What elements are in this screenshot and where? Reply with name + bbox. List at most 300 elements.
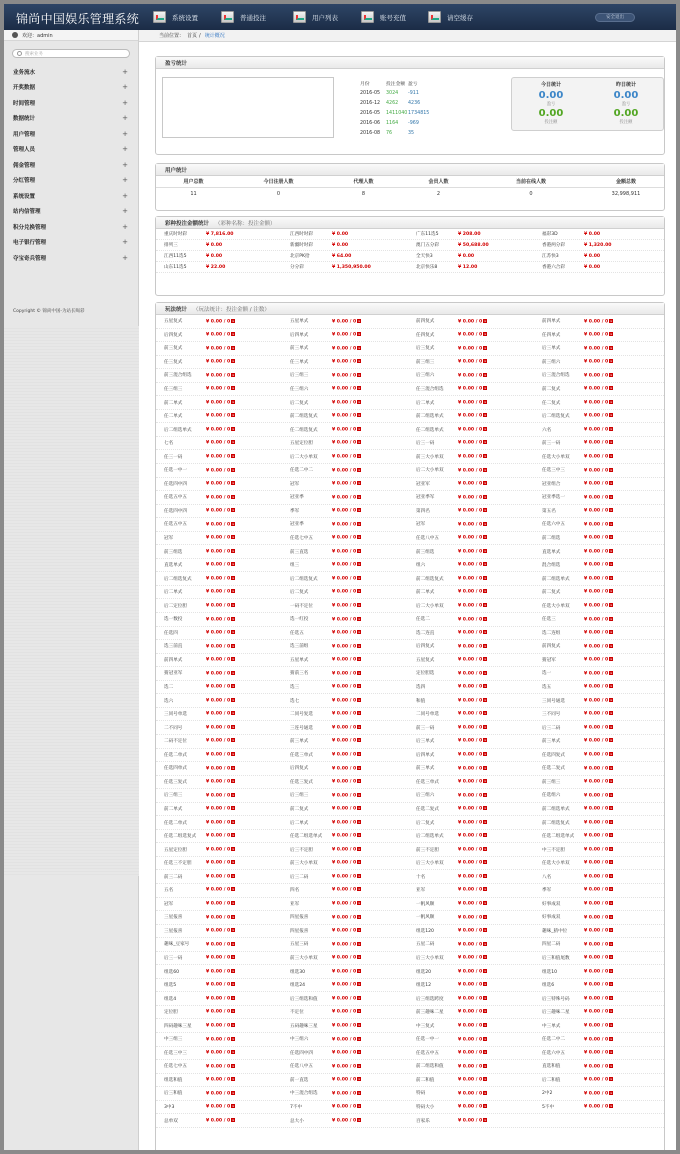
sidebar-item[interactable]	[4, 126, 138, 142]
delete-icon[interactable]: ×	[231, 318, 235, 323]
delete-icon[interactable]: ×	[483, 846, 487, 851]
delete-icon[interactable]: ×	[609, 440, 613, 445]
sidebar-item[interactable]	[4, 235, 138, 251]
delete-icon[interactable]: ×	[483, 372, 487, 377]
delete-icon[interactable]: ×	[609, 589, 613, 594]
delete-icon[interactable]: ×	[357, 630, 361, 635]
delete-icon[interactable]: ×	[609, 846, 613, 851]
delete-icon[interactable]: ×	[483, 386, 487, 391]
delete-icon[interactable]: ×	[609, 995, 613, 1000]
delete-icon[interactable]: ×	[357, 995, 361, 1000]
delete-icon[interactable]: ×	[483, 955, 487, 960]
delete-icon[interactable]: ×	[609, 413, 613, 418]
delete-icon[interactable]: ×	[483, 901, 487, 906]
delete-icon[interactable]: ×	[483, 1009, 487, 1014]
delete-icon[interactable]: ×	[483, 670, 487, 675]
nav-system-settings[interactable]: 系统设置	[153, 10, 198, 24]
play-value: ¥ 0.00 / 0	[206, 332, 231, 338]
delete-icon[interactable]: ×	[483, 603, 487, 607]
delete-icon[interactable]: ×	[609, 548, 613, 553]
delete-icon[interactable]: ×	[357, 779, 361, 784]
delete-icon[interactable]: ×	[609, 616, 613, 621]
delete-icon[interactable]: ×	[609, 399, 613, 404]
delete-icon[interactable]: ×	[483, 481, 487, 486]
delete-icon[interactable]: ×	[357, 765, 361, 770]
play-name: 选六	[164, 698, 174, 704]
delete-icon[interactable]: ×	[357, 508, 361, 513]
delete-icon[interactable]: ×	[231, 589, 235, 594]
delete-icon[interactable]: ×	[483, 467, 487, 472]
delete-icon[interactable]: ×	[231, 494, 235, 499]
delete-icon[interactable]: ×	[231, 765, 235, 770]
play-amount	[332, 671, 416, 677]
delete-icon[interactable]: ×	[231, 467, 235, 472]
delete-icon[interactable]: ×	[609, 345, 613, 350]
delete-icon[interactable]: ×	[231, 562, 235, 567]
delete-icon[interactable]: ×	[231, 711, 235, 716]
delete-icon[interactable]: ×	[483, 697, 487, 702]
delete-icon[interactable]: ×	[231, 928, 235, 933]
delete-icon[interactable]: ×	[609, 724, 613, 729]
welcome-bar: 欢迎：admin	[4, 30, 138, 41]
sidebar-item[interactable]	[4, 250, 138, 266]
play-amount	[584, 617, 668, 623]
play-name: 任选四中四	[164, 481, 187, 487]
play-amount	[332, 508, 416, 514]
delete-icon[interactable]: ×	[357, 426, 361, 431]
delete-icon[interactable]: ×	[483, 1077, 487, 1082]
delete-icon[interactable]: ×	[357, 806, 361, 811]
delete-icon[interactable]: ×	[357, 792, 361, 797]
delete-icon[interactable]: ×	[609, 833, 613, 838]
delete-icon[interactable]: ×	[483, 1036, 487, 1041]
sidebar-item[interactable]	[4, 95, 138, 111]
delete-icon[interactable]: ×	[483, 724, 487, 729]
delete-icon[interactable]: ×	[483, 548, 487, 553]
delete-icon[interactable]: ×	[609, 806, 613, 811]
delete-icon[interactable]: ×	[357, 589, 361, 594]
play-value: ¥ 0.00 / 0	[206, 1050, 231, 1056]
table-row	[156, 1114, 664, 1128]
delete-icon[interactable]: ×	[483, 345, 487, 350]
delete-icon[interactable]: ×	[609, 819, 613, 824]
play-name: 中三单式	[542, 1023, 561, 1029]
delete-icon[interactable]: ×	[609, 643, 613, 648]
delete-icon[interactable]: ×	[609, 738, 613, 743]
delete-icon[interactable]: ×	[609, 535, 613, 540]
delete-icon[interactable]: ×	[357, 670, 361, 675]
delete-icon[interactable]: ×	[483, 833, 487, 838]
play-amount	[584, 427, 668, 433]
delete-icon[interactable]: ×	[357, 562, 361, 567]
delete-icon[interactable]: ×	[609, 508, 613, 513]
delete-icon[interactable]: ×	[609, 521, 613, 526]
sidebar-item[interactable]	[4, 111, 138, 127]
delete-icon[interactable]: ×	[609, 657, 613, 662]
delete-icon[interactable]: ×	[609, 575, 613, 580]
delete-icon[interactable]: ×	[357, 345, 361, 350]
delete-icon[interactable]: ×	[231, 508, 235, 513]
play-value: ¥ 0.00 / 0	[206, 657, 231, 663]
delete-icon[interactable]: ×	[483, 1104, 487, 1109]
delete-icon[interactable]: ×	[231, 1090, 235, 1095]
sidebar-item[interactable]	[4, 173, 138, 189]
delete-icon[interactable]: ×	[483, 738, 487, 743]
delete-icon[interactable]: ×	[231, 616, 235, 621]
delete-icon[interactable]: ×	[483, 873, 487, 878]
lottery-amount: ¥ 7,816.00	[206, 231, 234, 237]
delete-icon[interactable]: ×	[483, 684, 487, 689]
delete-icon[interactable]: ×	[231, 697, 235, 702]
delete-icon[interactable]: ×	[483, 1117, 487, 1122]
delete-icon[interactable]: ×	[609, 982, 613, 987]
play-name: 三不同号	[542, 712, 561, 718]
delete-icon[interactable]: ×	[231, 453, 235, 458]
sidebar-item[interactable]	[4, 204, 138, 220]
delete-icon[interactable]: ×	[357, 697, 361, 702]
delete-icon[interactable]: ×	[357, 873, 361, 878]
delete-icon[interactable]: ×	[483, 332, 487, 337]
delete-icon[interactable]: ×	[231, 955, 235, 960]
delete-icon[interactable]: ×	[231, 873, 235, 878]
delete-icon[interactable]: ×	[483, 643, 487, 648]
delete-icon[interactable]: ×	[231, 684, 235, 689]
nav-normal-bet[interactable]: 普通投注	[221, 10, 266, 24]
play-value: ¥ 0.00 / 0	[206, 752, 231, 758]
delete-icon[interactable]: ×	[483, 860, 487, 865]
delete-icon[interactable]: ×	[357, 453, 361, 458]
delete-icon[interactable]: ×	[609, 359, 613, 364]
delete-icon[interactable]: ×	[357, 1009, 361, 1014]
delete-icon[interactable]: ×	[357, 616, 361, 621]
delete-icon[interactable]: ×	[231, 846, 235, 851]
nav-recharge[interactable]: 账号充值	[361, 10, 406, 24]
play-value: ¥ 0.00 / 0	[584, 535, 609, 541]
delete-icon[interactable]: ×	[357, 643, 361, 648]
delete-icon[interactable]: ×	[357, 941, 361, 946]
delete-icon[interactable]: ×	[357, 955, 361, 960]
delete-icon[interactable]: ×	[231, 941, 235, 946]
delete-icon[interactable]: ×	[609, 684, 613, 689]
delete-icon[interactable]: ×	[357, 1090, 361, 1095]
sidebar-item[interactable]	[4, 142, 138, 158]
delete-icon[interactable]: ×	[609, 318, 613, 323]
delete-icon[interactable]: ×	[483, 508, 487, 513]
delete-icon[interactable]: ×	[231, 1104, 235, 1109]
delete-icon[interactable]: ×	[609, 1090, 613, 1095]
delete-icon[interactable]: ×	[231, 1036, 235, 1041]
delete-icon[interactable]: ×	[231, 399, 235, 404]
play-value: ¥ 0.00 / 0	[332, 413, 357, 419]
delete-icon[interactable]: ×	[609, 901, 613, 906]
delete-icon[interactable]: ×	[609, 1009, 613, 1014]
play-name: 前一直选	[290, 1077, 309, 1083]
delete-icon[interactable]: ×	[609, 453, 613, 458]
delete-icon[interactable]: ×	[231, 806, 235, 811]
delete-icon[interactable]: ×	[231, 968, 235, 973]
delete-icon[interactable]: ×	[357, 711, 361, 716]
delete-icon[interactable]: ×	[357, 494, 361, 499]
delete-icon[interactable]: ×	[357, 359, 361, 364]
delete-icon[interactable]: ×	[357, 372, 361, 377]
delete-icon[interactable]: ×	[231, 1117, 235, 1122]
play-amount	[206, 833, 290, 839]
delete-icon[interactable]: ×	[231, 738, 235, 743]
delete-icon[interactable]: ×	[483, 1050, 487, 1055]
play-amount	[206, 806, 290, 812]
delete-icon[interactable]: ×	[609, 928, 613, 933]
delete-icon[interactable]: ×	[231, 752, 235, 757]
delete-icon[interactable]: ×	[231, 332, 235, 337]
play-value: ¥ 0.00 / 0	[206, 549, 231, 555]
delete-icon[interactable]: ×	[357, 928, 361, 933]
delete-icon[interactable]: ×	[231, 440, 235, 445]
logout-button[interactable]: 安全退出	[595, 13, 635, 22]
delete-icon[interactable]: ×	[357, 724, 361, 729]
delete-icon[interactable]: ×	[609, 426, 613, 431]
delete-icon[interactable]: ×	[357, 1022, 361, 1027]
play-amount	[584, 779, 668, 785]
delete-icon[interactable]: ×	[357, 1063, 361, 1068]
delete-icon[interactable]: ×	[483, 575, 487, 580]
delete-icon[interactable]: ×	[609, 792, 613, 797]
delete-icon[interactable]: ×	[483, 657, 487, 662]
delete-icon[interactable]: ×	[231, 575, 235, 580]
delete-icon[interactable]: ×	[231, 887, 235, 892]
delete-icon[interactable]: ×	[483, 982, 487, 987]
delete-icon[interactable]: ×	[483, 440, 487, 445]
delete-icon[interactable]: ×	[483, 765, 487, 770]
delete-icon[interactable]: ×	[483, 968, 487, 973]
delete-icon[interactable]: ×	[609, 887, 613, 892]
play-value: ¥ 0.00 / 0	[584, 942, 609, 948]
delete-icon[interactable]: ×	[483, 711, 487, 716]
delete-icon[interactable]: ×	[483, 752, 487, 757]
delete-icon[interactable]: ×	[483, 941, 487, 946]
delete-icon[interactable]: ×	[609, 1022, 613, 1027]
delete-icon[interactable]: ×	[483, 1090, 487, 1095]
sidebar-item[interactable]	[4, 157, 138, 173]
delete-icon[interactable]: ×	[609, 697, 613, 702]
delete-icon[interactable]: ×	[231, 1050, 235, 1055]
delete-icon[interactable]: ×	[609, 968, 613, 973]
delete-icon[interactable]: ×	[357, 887, 361, 892]
delete-icon[interactable]: ×	[357, 413, 361, 418]
table-row	[156, 681, 664, 695]
delete-icon[interactable]: ×	[483, 792, 487, 797]
lottery-amount: ¥ 12.00	[458, 264, 478, 270]
delete-icon[interactable]: ×	[357, 982, 361, 987]
delete-icon[interactable]: ×	[609, 765, 613, 770]
delete-icon[interactable]: ×	[609, 752, 613, 757]
delete-icon[interactable]: ×	[357, 1117, 361, 1122]
user-stat-label: 当前在线人数	[515, 179, 546, 185]
play-amount	[206, 373, 290, 379]
delete-icon[interactable]: ×	[357, 833, 361, 838]
delete-icon[interactable]: ×	[357, 819, 361, 824]
delete-icon[interactable]: ×	[483, 779, 487, 784]
delete-icon[interactable]: ×	[231, 481, 235, 486]
delete-icon[interactable]: ×	[357, 657, 361, 662]
delete-icon[interactable]: ×	[609, 630, 613, 635]
play-amount	[332, 549, 416, 555]
delete-icon[interactable]: ×	[231, 386, 235, 391]
delete-icon[interactable]: ×	[483, 995, 487, 1000]
delete-icon[interactable]: ×	[609, 372, 613, 377]
delete-icon[interactable]: ×	[357, 1104, 361, 1109]
delete-icon[interactable]: ×	[609, 1104, 613, 1109]
delete-icon[interactable]: ×	[231, 860, 235, 865]
delete-icon[interactable]: ×	[357, 1050, 361, 1055]
delete-icon[interactable]: ×	[609, 955, 613, 960]
delete-icon[interactable]: ×	[231, 345, 235, 350]
delete-icon[interactable]: ×	[357, 846, 361, 851]
delete-icon[interactable]: ×	[357, 901, 361, 906]
play-amount	[332, 942, 416, 948]
delete-icon[interactable]: ×	[483, 928, 487, 933]
nav-user-list[interactable]: 用户列表	[293, 10, 338, 24]
play-name: 3中3	[164, 1104, 175, 1110]
play-value: ¥ 0.00 / 0	[206, 508, 231, 514]
delete-icon[interactable]: ×	[483, 589, 487, 594]
delete-icon[interactable]: ×	[231, 670, 235, 675]
delete-icon[interactable]: ×	[357, 521, 361, 526]
delete-icon[interactable]: ×	[231, 792, 235, 797]
delete-icon[interactable]: ×	[609, 1063, 613, 1068]
delete-icon[interactable]: ×	[231, 914, 235, 919]
delete-icon[interactable]: ×	[609, 467, 613, 472]
delete-icon[interactable]: ×	[231, 521, 235, 526]
delete-icon[interactable]: ×	[231, 833, 235, 838]
delete-icon[interactable]: ×	[357, 968, 361, 973]
delete-icon[interactable]: ×	[483, 453, 487, 458]
delete-icon[interactable]: ×	[231, 548, 235, 553]
delete-icon[interactable]: ×	[357, 1036, 361, 1041]
delete-icon[interactable]: ×	[609, 494, 613, 499]
delete-icon[interactable]: ×	[231, 995, 235, 1000]
delete-icon[interactable]: ×	[231, 982, 235, 987]
delete-icon[interactable]: ×	[231, 1077, 235, 1082]
delete-icon[interactable]: ×	[357, 535, 361, 540]
delete-icon[interactable]: ×	[357, 914, 361, 919]
play-amount	[332, 847, 416, 853]
play-amount	[206, 779, 290, 785]
delete-icon[interactable]: ×	[609, 386, 613, 391]
delete-icon[interactable]: ×	[483, 562, 487, 567]
delete-icon[interactable]: ×	[609, 1050, 613, 1055]
play-value: ¥ 0.00 / 0	[206, 1118, 231, 1124]
sidebar-item[interactable]	[4, 188, 138, 204]
delete-icon[interactable]: ×	[357, 318, 361, 323]
delete-icon[interactable]: ×	[357, 467, 361, 472]
delete-icon[interactable]: ×	[609, 1077, 613, 1082]
delete-icon[interactable]: ×	[231, 643, 235, 648]
delete-icon[interactable]: ×	[609, 562, 613, 567]
delete-icon[interactable]: ×	[483, 413, 487, 418]
delete-icon[interactable]: ×	[231, 779, 235, 784]
delete-icon[interactable]: ×	[609, 779, 613, 784]
delete-icon[interactable]: ×	[483, 359, 487, 364]
delete-icon[interactable]: ×	[231, 359, 235, 364]
delete-icon[interactable]: ×	[231, 630, 235, 635]
delete-icon[interactable]: ×	[609, 941, 613, 946]
delete-icon[interactable]: ×	[357, 332, 361, 337]
delete-icon[interactable]: ×	[357, 860, 361, 865]
delete-icon[interactable]: ×	[357, 575, 361, 580]
delete-icon[interactable]: ×	[231, 901, 235, 906]
delete-icon[interactable]: ×	[483, 806, 487, 811]
play-value: ¥ 0.00 / 0	[458, 996, 483, 1002]
delete-icon[interactable]: ×	[357, 684, 361, 689]
delete-icon[interactable]: ×	[357, 440, 361, 445]
sidebar-item[interactable]	[4, 64, 138, 80]
delete-icon[interactable]: ×	[483, 494, 487, 499]
play-amount	[584, 400, 668, 406]
history-cell: 4262	[386, 100, 399, 106]
delete-icon[interactable]: ×	[609, 914, 613, 919]
delete-icon[interactable]: ×	[483, 819, 487, 824]
delete-icon[interactable]: ×	[609, 603, 613, 607]
delete-icon[interactable]: ×	[609, 332, 613, 337]
play-name: 猜冠亚军	[164, 671, 183, 677]
delete-icon[interactable]: ×	[483, 630, 487, 635]
delete-icon[interactable]: ×	[357, 603, 361, 607]
delete-icon[interactable]: ×	[483, 914, 487, 919]
delete-icon[interactable]: ×	[483, 535, 487, 540]
delete-icon[interactable]: ×	[609, 481, 613, 486]
delete-icon[interactable]: ×	[231, 426, 235, 431]
play-amount	[206, 711, 290, 717]
delete-icon[interactable]: ×	[483, 521, 487, 526]
delete-icon[interactable]: ×	[483, 426, 487, 431]
breadcrumb: 当前位置： 首页 / 统计概况	[139, 30, 676, 42]
delete-icon[interactable]: ×	[609, 873, 613, 878]
delete-icon[interactable]: ×	[357, 1077, 361, 1082]
delete-icon[interactable]: ×	[231, 1022, 235, 1027]
delete-icon[interactable]: ×	[231, 603, 235, 607]
delete-icon[interactable]: ×	[231, 1063, 235, 1068]
delete-icon[interactable]: ×	[231, 819, 235, 824]
delete-icon[interactable]: ×	[357, 548, 361, 553]
delete-icon[interactable]: ×	[609, 860, 613, 865]
sidebar-search-input[interactable]: 搜索业务	[12, 49, 130, 58]
delete-icon[interactable]: ×	[609, 670, 613, 675]
nav-clear-cache[interactable]: 请空缓存	[428, 10, 473, 24]
delete-icon[interactable]: ×	[483, 399, 487, 404]
breadcrumb-home[interactable]: 首页	[187, 33, 198, 39]
delete-icon[interactable]: ×	[231, 1009, 235, 1014]
delete-icon[interactable]: ×	[231, 724, 235, 729]
delete-icon[interactable]: ×	[609, 1036, 613, 1041]
delete-icon[interactable]: ×	[483, 1022, 487, 1027]
delete-icon[interactable]: ×	[231, 372, 235, 377]
delete-icon[interactable]: ×	[483, 318, 487, 323]
delete-icon[interactable]: ×	[231, 657, 235, 662]
delete-icon[interactable]: ×	[357, 752, 361, 757]
sidebar-item[interactable]	[4, 80, 138, 96]
delete-icon[interactable]: ×	[483, 1063, 487, 1068]
delete-icon[interactable]: ×	[483, 616, 487, 621]
delete-icon[interactable]: ×	[357, 399, 361, 404]
delete-icon[interactable]: ×	[609, 711, 613, 716]
delete-icon[interactable]: ×	[231, 535, 235, 540]
delete-icon[interactable]: ×	[357, 481, 361, 486]
delete-icon[interactable]: ×	[231, 413, 235, 418]
sidebar-item[interactable]	[4, 219, 138, 235]
delete-icon[interactable]: ×	[357, 386, 361, 391]
delete-icon[interactable]: ×	[483, 887, 487, 892]
delete-icon[interactable]: ×	[357, 738, 361, 743]
